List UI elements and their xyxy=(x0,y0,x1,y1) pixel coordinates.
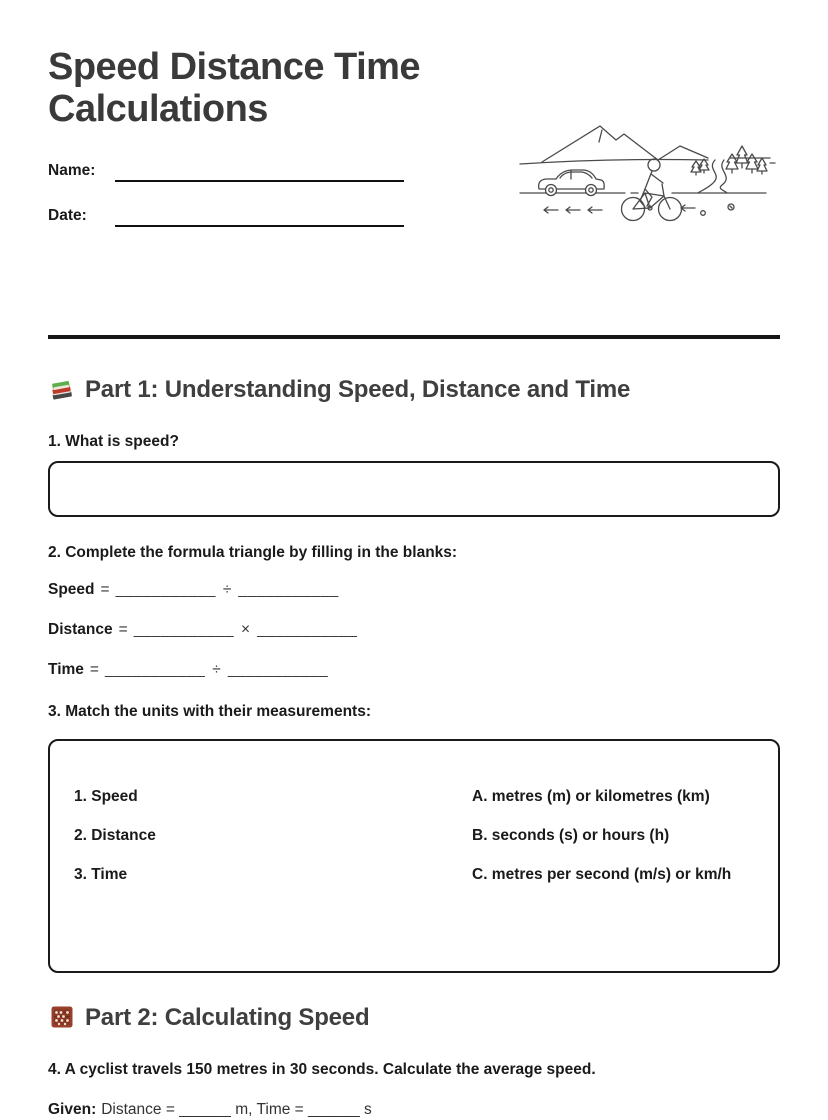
formula-time xyxy=(48,660,780,680)
formula-distance-label: Distance xyxy=(48,620,113,638)
divide-sign: ÷ xyxy=(222,580,232,598)
match-option-b[interactable]: B. seconds (s) or hours (h) xyxy=(472,826,670,844)
name-label: Name: xyxy=(48,162,96,179)
matching-box[interactable] xyxy=(48,739,780,973)
part2-heading-text: Part 2: Calculating Speed xyxy=(85,1003,370,1031)
formula-distance-blank-1[interactable]: ___________ xyxy=(133,620,235,638)
part2-heading xyxy=(48,1001,780,1034)
divide-sign: ÷ xyxy=(212,660,221,678)
abacus-icon xyxy=(48,1003,76,1031)
match-left-column xyxy=(50,741,472,971)
formula-speed-blank-2[interactable]: ___________ xyxy=(238,580,339,598)
q1-answer-box[interactable] xyxy=(48,461,780,517)
formula-distance xyxy=(48,620,780,640)
books-stack-icon xyxy=(48,375,76,403)
question-2: 2. Complete the formula triangle by filling in the blanks: xyxy=(48,543,458,561)
match-item-speed[interactable]: 1. Speed xyxy=(74,787,138,805)
given-label: Given: xyxy=(48,1100,97,1118)
question-4: 4. A cyclist travels 150 metres in 30 seconds. Calculate the average speed. xyxy=(48,1060,596,1078)
date-input-line[interactable] xyxy=(115,205,404,227)
section-divider xyxy=(48,335,780,339)
multiply-sign: × xyxy=(241,620,251,638)
match-item-time[interactable]: 3. Time xyxy=(74,865,128,883)
formula-speed-blank-1[interactable]: ___________ xyxy=(115,580,216,598)
formula-speed-label: Speed xyxy=(48,580,95,598)
match-option-a[interactable]: A. metres (m) or kilometres (km) xyxy=(472,787,710,805)
equals-sign: = xyxy=(100,580,110,598)
part1-heading xyxy=(48,373,780,406)
match-right-column xyxy=(472,741,778,971)
question-1: 1. What is speed? xyxy=(48,432,179,450)
formula-time-blank-1[interactable]: ___________ xyxy=(104,660,206,678)
formula-speed xyxy=(48,580,780,600)
given-line xyxy=(48,1100,780,1120)
name-input-line[interactable] xyxy=(115,160,404,182)
question-3: 3. Match the units with their measurements: xyxy=(48,702,371,720)
road-scene-illustration xyxy=(512,116,790,234)
date-label: Date: xyxy=(48,207,87,224)
part1-heading-text: Part 1: Understanding Speed, Distance and Time xyxy=(85,375,631,403)
match-item-distance[interactable]: 2. Distance xyxy=(74,826,156,844)
page-title: Speed Distance Time Calculations xyxy=(48,46,421,130)
formula-distance-blank-2[interactable]: ___________ xyxy=(257,620,358,638)
equals-sign: = xyxy=(118,620,128,638)
formula-list xyxy=(48,580,780,680)
equals-sign: = xyxy=(89,660,99,678)
match-option-c[interactable]: C. metres per second (m/s) or km/h xyxy=(472,865,732,883)
formula-time-blank-2[interactable]: ___________ xyxy=(227,660,329,678)
formula-time-label: Time xyxy=(48,660,84,678)
given-values[interactable]: Distance = ______ m, Time = ______ s xyxy=(101,1100,372,1118)
car-cyclist-mountain-road-scene-svg xyxy=(512,116,790,234)
